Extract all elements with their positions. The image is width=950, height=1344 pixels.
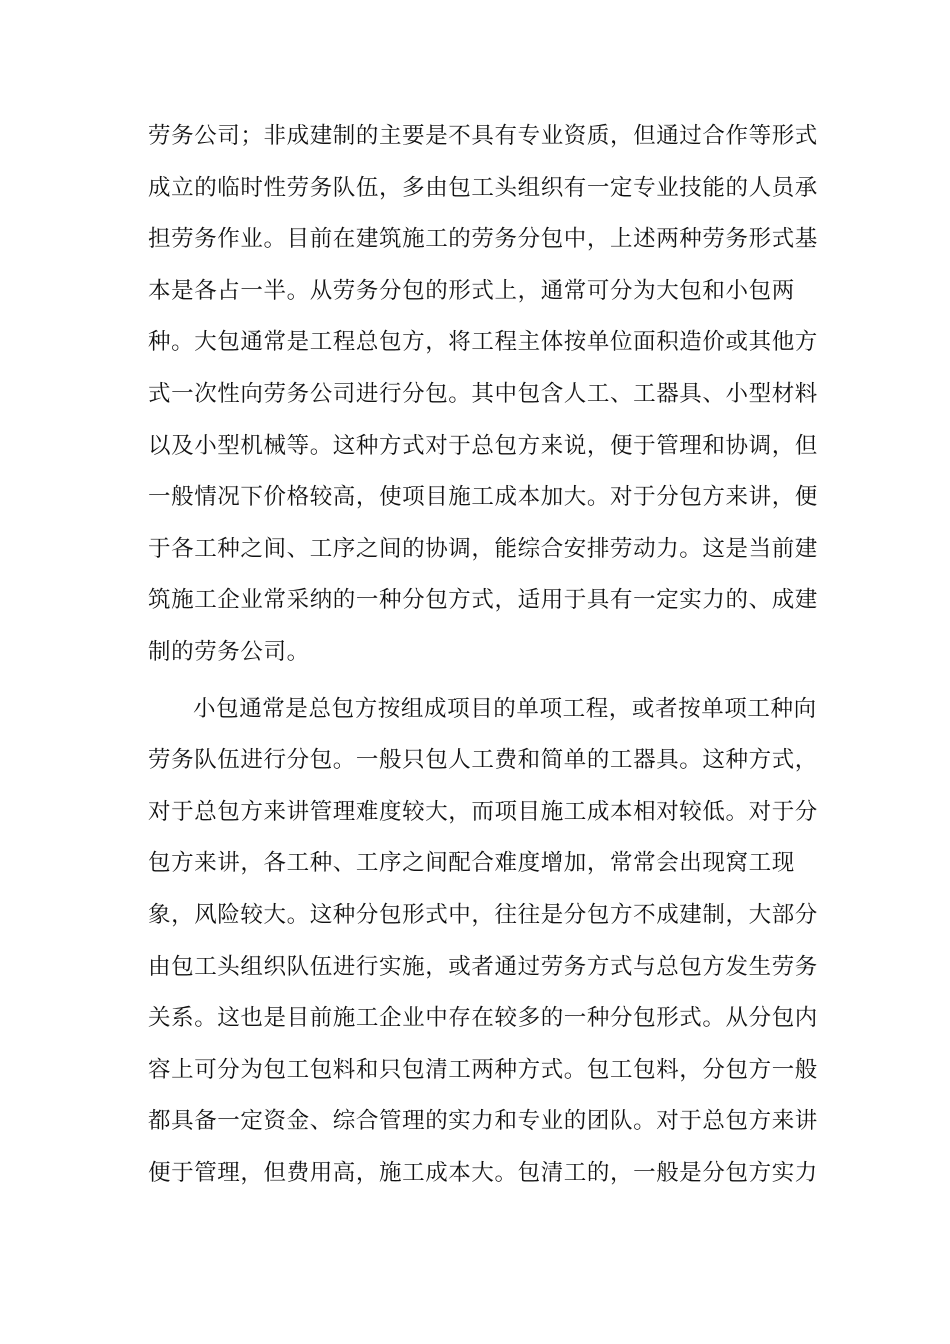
text-line: 由包工头组织队伍进行实施，或者通过劳务方式与总包方发生劳务 bbox=[148, 953, 818, 980]
text-line: 制的劳务公司。 bbox=[148, 638, 310, 665]
paragraph-1 bbox=[148, 116, 818, 684]
text-line: 便于管理，但费用高，施工成本大。包清工的，一般是分包方实力 bbox=[148, 1159, 818, 1186]
text-line: 式一次性向劳务公司进行分包。其中包含人工、工器具、小型材料 bbox=[148, 380, 818, 407]
text-line: 于各工种之间、工序之间的协调，能综合安排劳动力。这是当前建 bbox=[148, 535, 818, 562]
text-line: 以及小型机械等。这种方式对于总包方来说，便于管理和协调，但 bbox=[148, 432, 818, 459]
text-line: 都具备一定资金、综合管理的实力和专业的团队。对于总包方来讲 bbox=[148, 1108, 818, 1135]
text-line: 劳务队伍进行分包。一般只包人工费和简单的工器具。这种方式， bbox=[148, 747, 818, 774]
text-line: 对于总包方来讲管理难度较大，而项目施工成本相对较低。对于分 bbox=[148, 798, 818, 825]
text-line: 担劳务作业。目前在建筑施工的劳务分包中，上述两种劳务形式基 bbox=[148, 226, 818, 253]
text-line: 种。大包通常是工程总包方，将工程主体按单位面积造价或其他方 bbox=[148, 329, 818, 356]
text-line: 象，风险较大。这种分包形式中，往往是分包方不成建制，大部分 bbox=[148, 901, 818, 928]
text-line: 包方来讲，各工种、工序之间配合难度增加，常常会出现窝工现 bbox=[148, 850, 795, 877]
text-line: 容上可分为包工包料和只包清工两种方式。包工包料，分包方一般 bbox=[148, 1056, 818, 1083]
paragraph-2 bbox=[148, 689, 818, 1205]
document-body bbox=[148, 116, 818, 1204]
text-line-first-indented: 小包通常是总包方按组成项目的单项工程，或者按单项工种向 bbox=[193, 695, 817, 722]
text-line: 关系。这也是目前施工企业中存在较多的一种分包形式。从分包内 bbox=[148, 1005, 818, 1032]
text-line: 筑施工企业常采纳的一种分包方式，适用于具有一定实力的、成建 bbox=[148, 587, 818, 614]
text-line: 本是各占一半。从劳务分包的形式上，通常可分为大包和小包两 bbox=[148, 277, 795, 304]
text-line: 一般情况下价格较高，使项目施工成本加大。对于分包方来讲，便 bbox=[148, 484, 818, 511]
text-line: 劳务公司；非成建制的主要是不具有专业资质，但通过合作等形式 bbox=[148, 123, 818, 149]
text-line: 成立的临时性劳务队伍，多由包工头组织有一定专业技能的人员承 bbox=[148, 174, 818, 201]
